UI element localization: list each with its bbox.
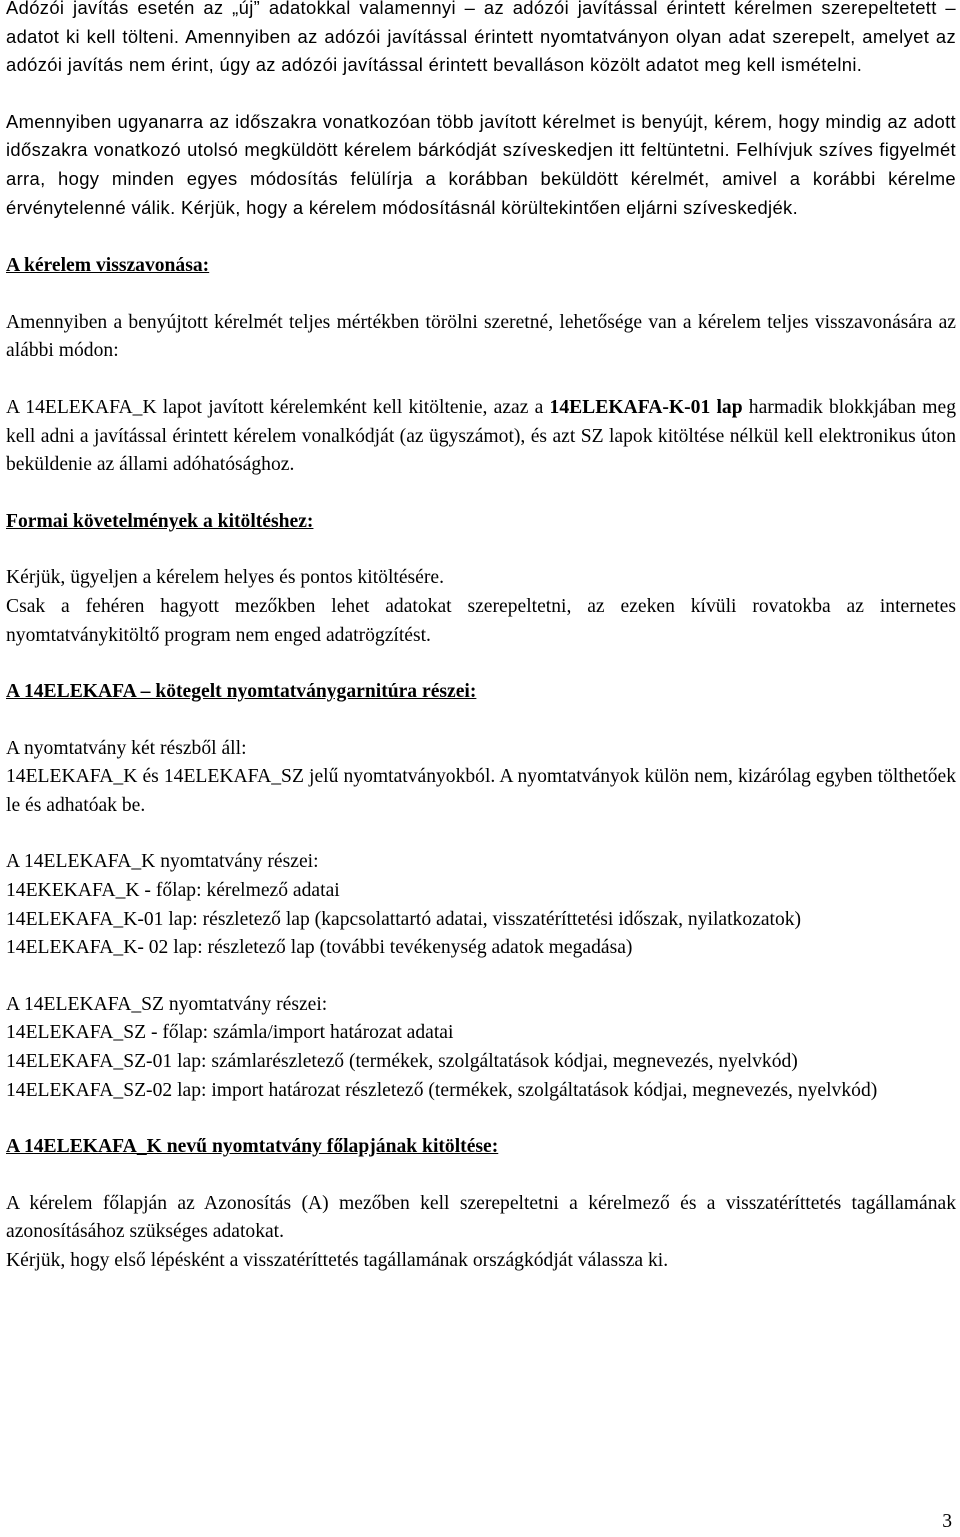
sz-form-title: A 14ELEKAFA_SZ nyomtatvány részei: (6, 993, 328, 1015)
heading-folap-kitoltese: A 14ELEKAFA_K nevű nyomtatvány főlapjának kitöltése: (6, 1136, 499, 1158)
paragraph-ket-resz: A nyomtatvány két részből áll: (6, 737, 247, 759)
paragraph-orszagkod: Kérjük, hogy első lépésként a visszatéríttetés tagállamának országkódját válassza ki. (6, 1250, 669, 1271)
paragraph-nyomtatvanyok: 14ELEKAFA_K és 14ELEKAFA_SZ jelű nyomtatványokból. A nyomtatványok külön nem, kizárólag egyben tölthetőek le és adhatóak be. (6, 766, 956, 816)
heading-kerelem-visszavonasa: A kérelem visszavonása: (6, 255, 210, 277)
paragraph-adozoi-javitas: Adózói javítás esetén az „új” adatokkal valamennyi – az adózói javítással érintett kérelmen szerepeltetett – adatot ki kell tölteni. Amennyiben az adózói javítással érintett nyomtatványon olyan adat szerepelt, amelyet az adózói javítás nem érint, úgy az adózói javítással érintett bevalláson közölt adatot meg kell ismételni. (6, 0, 956, 76)
heading-kotegelt-garnitura: A 14ELEKAFA – kötegelt nyomtatványgarnitúra részei: (6, 681, 477, 703)
paragraph-visszavonas-modja (6, 394, 956, 480)
paragraph-formai-1: Kérjük, ügyeljen a kérelem helyes és pontos kitöltésére. (6, 567, 444, 589)
list-item: 14EKEKAFA_K - főlap: kérelmező adatai (6, 880, 340, 902)
list-item: 14ELEKAFA_SZ-01 lap: számlarészletező (termékek, szolgáltatások kódjai, megnevezés, nyelvkód) (6, 1051, 798, 1073)
paragraph-visszavonas: Amennyiben a benyújtott kérelmét teljes mértékben törölni szeretné, lehetősége van a kérelem teljes visszavonására az alábbi módon: (6, 311, 956, 362)
paragraph-formai-2: Csak a fehéren hagyott mezőkben lehet adatokat szerepeltetni, az ezeken kívüli rovatokba az internetes nyomtatványkitöltő program nem enged adatrögzítést. (6, 595, 956, 646)
page-number: 3 (942, 1511, 952, 1532)
heading-formai-kovetelmenyek: Formai követelmények a kitöltéshez: (6, 510, 314, 532)
list-item: 14ELEKAFA_SZ-02 lap: import határozat részletező (termékek, szolgáltatások kódjai, megnevezés, nyelvkód) (6, 1079, 878, 1101)
visszavonas-text-start: A 14ELEKAFA_K lapot javított kérelemként kell kitöltenie, azaz a (6, 396, 550, 418)
visszavonas-text-end: harmadik blokkjában meg kell adni a javítással érintett kérelem vonalkódját (az ügyszámot), és azt SZ lapok kitöltése nélkül kell elektronikus úton beküldenie az állami adóhatósághoz. (6, 396, 957, 476)
k-form-title: A 14ELEKAFA_K nyomtatvány részei: (6, 851, 319, 873)
list-item: 14ELEKAFA_SZ - főlap: számla/import határozat adatai (6, 1022, 454, 1044)
document-page (6, 0, 956, 1276)
lap-reference: 14ELEKAFA-K-01 lap (549, 396, 743, 418)
paragraph-azonositas: A kérelem főlapján az Azonosítás (A) mezőben kell szerepeltetni a kérelmező és a visszatéríttetés tagállamának azonosításához szükséges adatokat. (6, 1192, 956, 1243)
list-item: 14ELEKAFA_K-01 lap: részletező lap (kapcsolattartó adatai, visszatéríttetési időszak, nyilatkozatok) (6, 908, 802, 930)
list-item: 14ELEKAFA_K- 02 lap: részletező lap (további tevékenység adatok megadása) (6, 937, 633, 959)
paragraph-tobb-javitott-kerelem: Amennyiben ugyanarra az időszakra vonatkozóan több javított kérelmet is benyújt, kérem, hogy mindig az adott időszakra vonatkozó utolsó megküldött kérelem bárkódját szíveskedjen itt feltüntetni. Felhívjuk szíves figyelmét arra, hogy minden egyes módosítás felülírja a korábban beküldött kérelmét, amivel a korábbi kérelme érvénytelenné válik. Kérjük, hogy a kérelem módosításnál körültekintően eljárni szíveskedjék. (6, 110, 956, 218)
